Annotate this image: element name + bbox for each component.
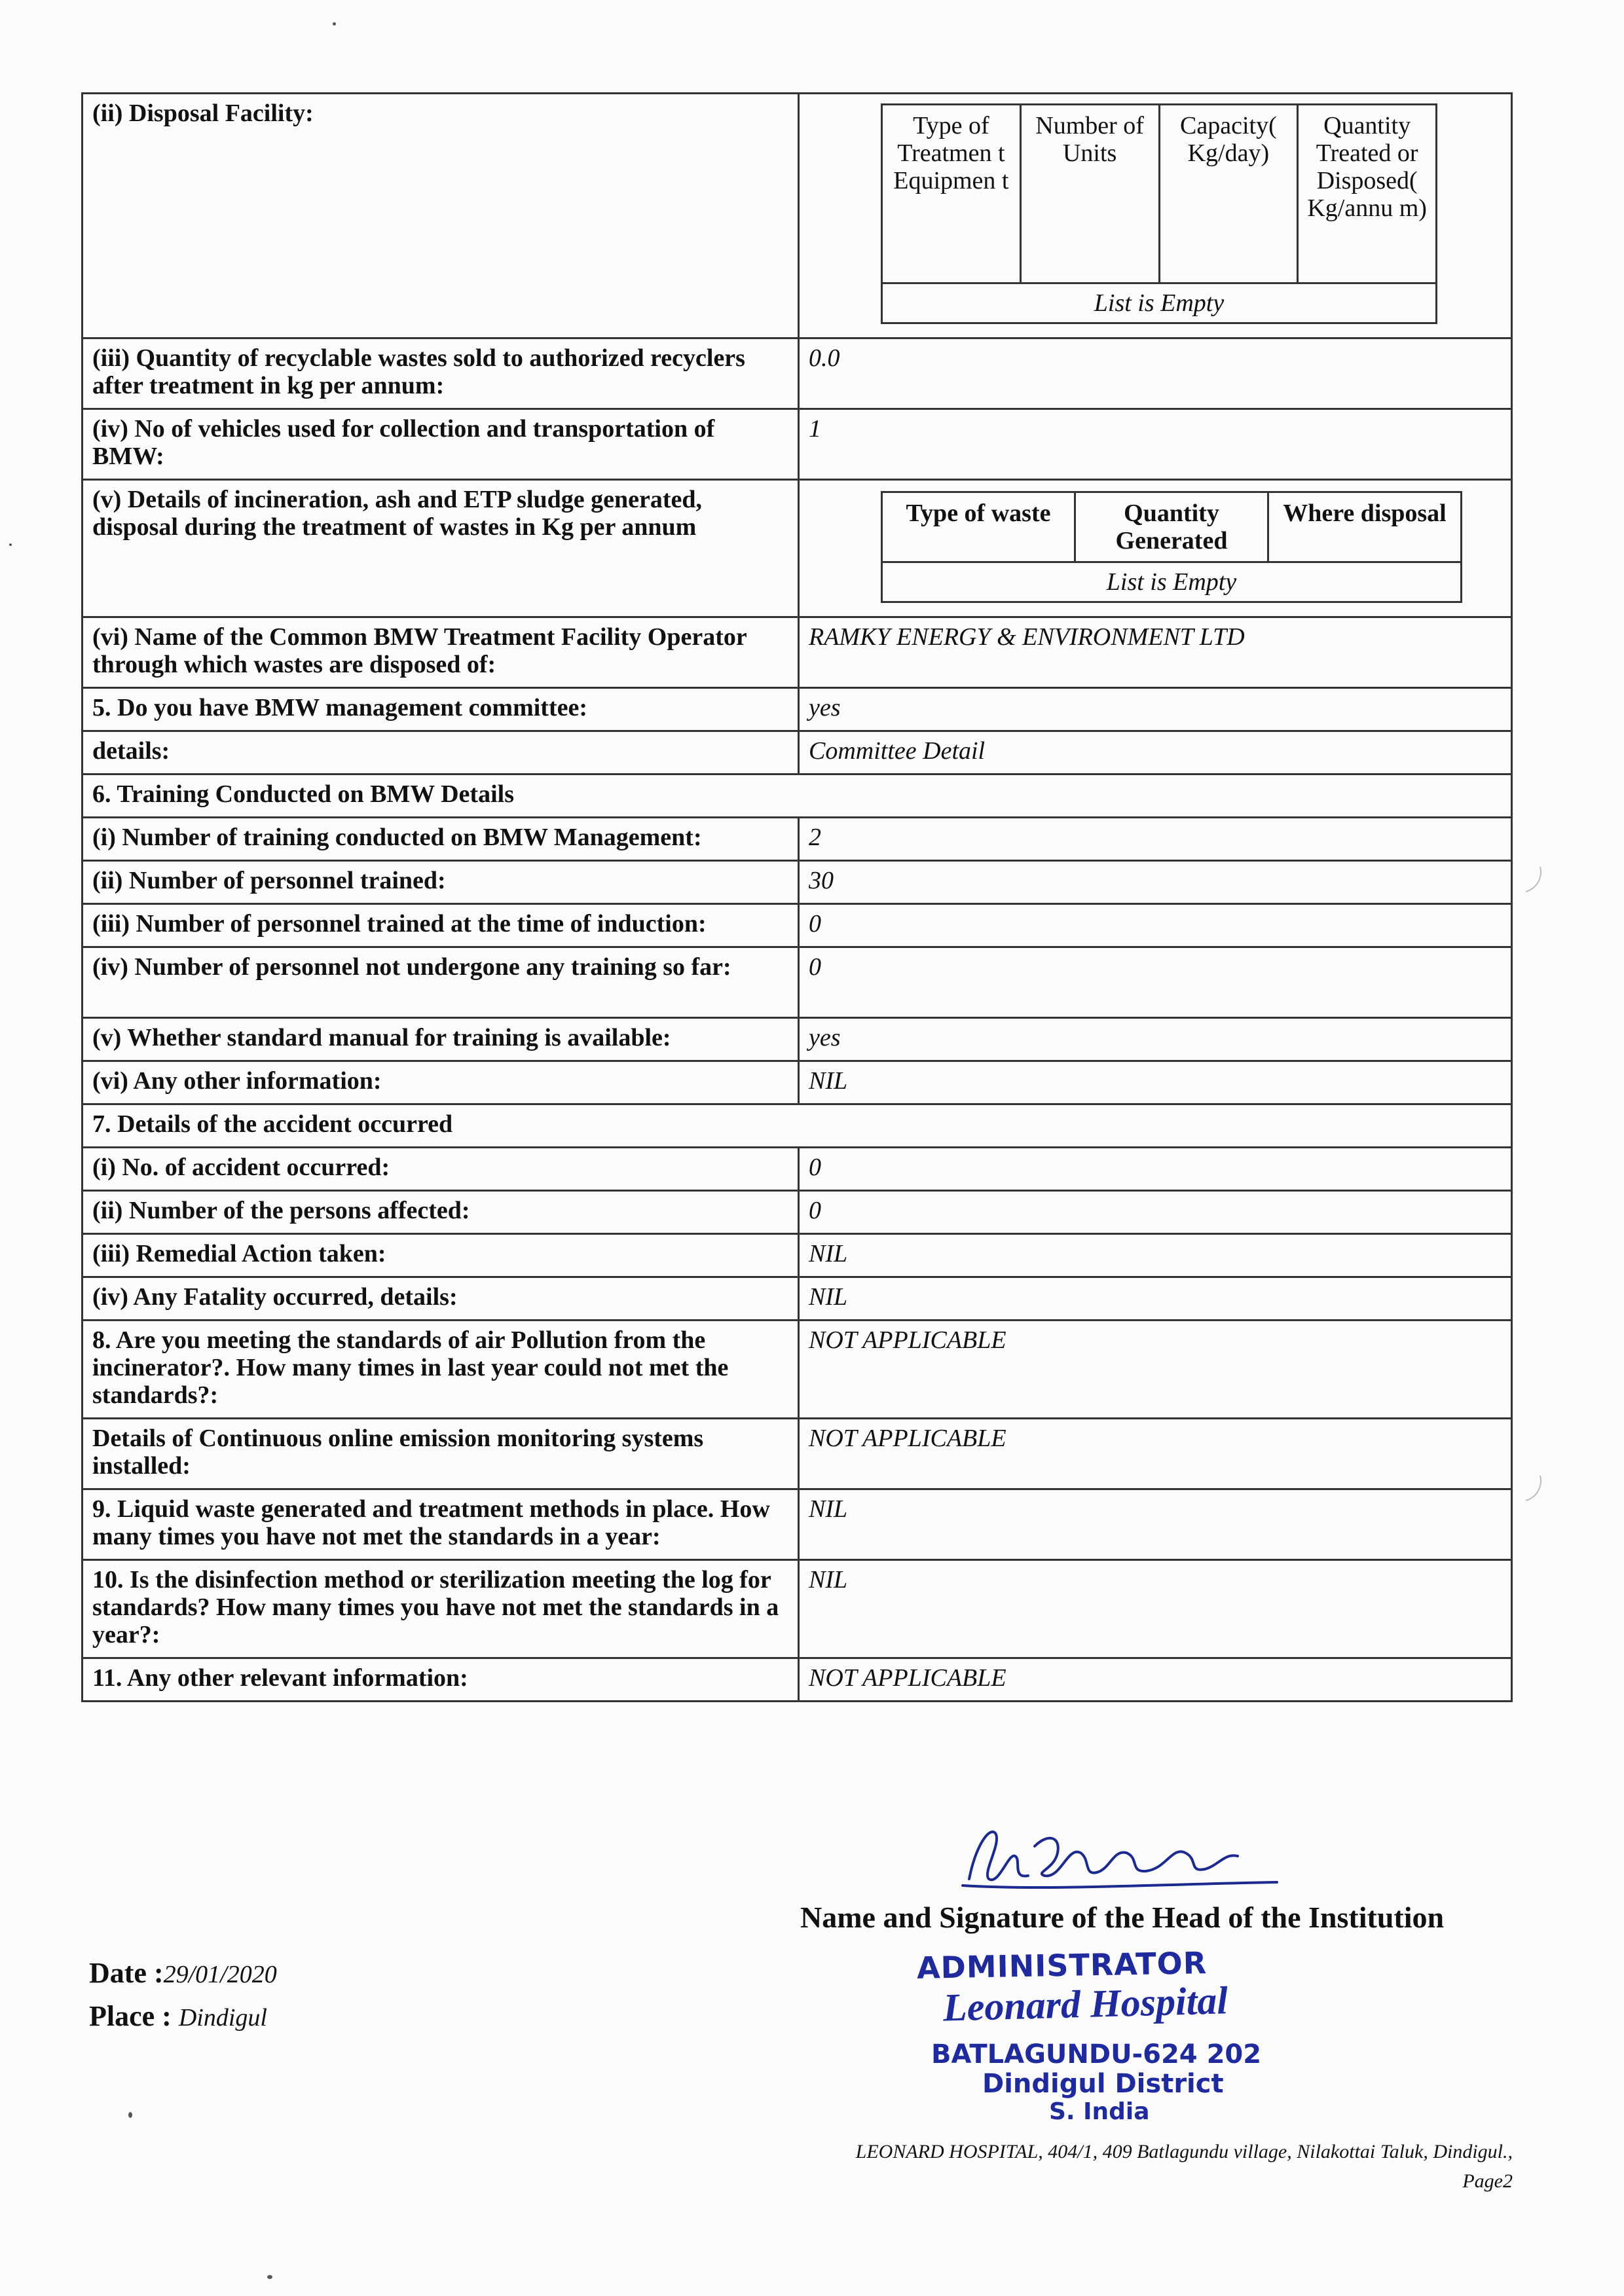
scan-speck bbox=[267, 2275, 272, 2279]
answer-cell: RAMKY ENERGY & ENVIRONMENT LTD bbox=[799, 617, 1512, 688]
answer-cell: NOT APPLICABLE bbox=[799, 1419, 1512, 1489]
page-number: Page2 bbox=[1462, 2170, 1513, 2192]
answer-cell: NIL bbox=[799, 1560, 1512, 1658]
question-cell: 11. Any other relevant information: bbox=[83, 1658, 799, 1702]
question-cell: (ii) Disposal Facility: bbox=[83, 94, 799, 338]
section-heading: 6. Training Conducted on BMW Details bbox=[83, 774, 1512, 818]
table-row bbox=[83, 1018, 1512, 1061]
answer-cell: 0.0 bbox=[799, 338, 1512, 409]
table-row bbox=[83, 1419, 1512, 1489]
answer-cell: NIL bbox=[799, 1234, 1512, 1277]
question-cell: (iv) Number of personnel not undergone any training so far: bbox=[83, 947, 799, 1018]
date-line bbox=[89, 1956, 277, 1990]
header-cell: Quantity Treated or Disposed( Kg/annu m) bbox=[1298, 105, 1437, 283]
answer-cell: yes bbox=[799, 688, 1512, 731]
inner-empty-row bbox=[882, 562, 1462, 602]
answer-cell: NIL bbox=[799, 1277, 1512, 1321]
date-value: 29/01/2020 bbox=[163, 1961, 277, 1988]
table-row bbox=[83, 1234, 1512, 1277]
answer-cell: NIL bbox=[799, 1061, 1512, 1104]
inner-header-row bbox=[882, 105, 1437, 283]
answer-cell: 0 bbox=[799, 1191, 1512, 1234]
incineration-table bbox=[881, 491, 1462, 603]
table-row bbox=[83, 338, 1512, 409]
answer-cell: 0 bbox=[799, 1148, 1512, 1191]
answer-cell: NIL bbox=[799, 1489, 1512, 1560]
header-cell: Capacity( Kg/day) bbox=[1159, 105, 1298, 283]
table-row bbox=[83, 1148, 1512, 1191]
question-cell: 9. Liquid waste generated and treatment methods in place. How many times you have not met the standards in a year: bbox=[83, 1489, 799, 1560]
question-cell: 5. Do you have BMW management committee: bbox=[83, 688, 799, 731]
table-row bbox=[83, 1191, 1512, 1234]
header-cell: Type of waste bbox=[882, 492, 1075, 562]
section-heading: 7. Details of the accident occurred bbox=[83, 1104, 1512, 1148]
answer-cell: 30 bbox=[799, 861, 1512, 904]
inner-header-row bbox=[882, 492, 1462, 562]
disposal-facility-table bbox=[881, 103, 1437, 324]
question-cell: (ii) Number of personnel trained: bbox=[83, 861, 799, 904]
question-cell: (v) Details of incineration, ash and ETP sludge generated, disposal during the treatment of wastes in Kg per annum bbox=[83, 480, 799, 617]
question-cell: (i) No. of accident occurred: bbox=[83, 1148, 799, 1191]
section-row bbox=[83, 1104, 1512, 1148]
table-row bbox=[83, 1321, 1512, 1419]
table-row bbox=[83, 904, 1512, 947]
stamp-line: BATLAGUNDU-624 202 bbox=[931, 2039, 1262, 2069]
table-row bbox=[83, 1061, 1512, 1104]
table-row bbox=[83, 1489, 1512, 1560]
answer-cell: 1 bbox=[799, 409, 1512, 480]
answer-cell: 2 bbox=[799, 818, 1512, 861]
empty-list-text: List is Empty bbox=[882, 283, 1437, 323]
question-cell: (iv) No of vehicles used for collection and transportation of BMW: bbox=[83, 409, 799, 480]
table-row bbox=[83, 1560, 1512, 1658]
table-row bbox=[83, 861, 1512, 904]
committee-detail-link[interactable]: Committee Detail bbox=[799, 731, 1512, 774]
header-cell: Quantity Generated bbox=[1075, 492, 1268, 562]
table-row bbox=[83, 409, 1512, 480]
question-cell: 8. Are you meeting the standards of air Pollution from the incinerator?. How many times in last year could not met the standards?: bbox=[83, 1321, 799, 1419]
empty-list-text: List is Empty bbox=[882, 562, 1462, 602]
question-cell: (v) Whether standard manual for training is available: bbox=[83, 1018, 799, 1061]
question-cell: (iii) Quantity of recyclable wastes sold to authorized recyclers after treatment in kg per annum: bbox=[83, 338, 799, 409]
signature-heading: Name and Signature of the Head of the Institution bbox=[800, 1901, 1445, 1934]
place-line bbox=[89, 1999, 267, 2033]
inner-empty-row bbox=[882, 283, 1437, 323]
table-row bbox=[83, 480, 1512, 617]
table-row bbox=[83, 1277, 1512, 1321]
stamp-line: S. India bbox=[1049, 2098, 1150, 2125]
table-row bbox=[83, 1658, 1512, 1702]
question-cell: Details of Continuous online emission monitoring systems installed: bbox=[83, 1419, 799, 1489]
answer-cell: yes bbox=[799, 1018, 1512, 1061]
table-row bbox=[83, 94, 1512, 338]
table-row bbox=[83, 818, 1512, 861]
scan-speck bbox=[333, 22, 336, 26]
footer-address: LEONARD HOSPITAL, 404/1, 409 Batlagundu village, Nilakottai Taluk, Dindigul., bbox=[855, 2141, 1513, 2162]
question-cell: (ii) Number of the persons affected: bbox=[83, 1191, 799, 1234]
date-label: Date : bbox=[89, 1957, 164, 1989]
handwritten-signature bbox=[950, 1807, 1290, 1905]
question-cell: (iv) Any Fatality occurred, details: bbox=[83, 1277, 799, 1321]
institution-stamp bbox=[877, 1945, 1310, 2138]
answer-cell bbox=[799, 94, 1512, 338]
question-cell: (vi) Name of the Common BMW Treatment Facility Operator through which wastes are disposed of: bbox=[83, 617, 799, 688]
table-row bbox=[83, 688, 1512, 731]
scan-speck bbox=[9, 543, 12, 546]
answer-cell: NOT APPLICABLE bbox=[799, 1321, 1512, 1419]
place-label: Place : bbox=[89, 2000, 172, 2032]
question-cell: (iii) Remedial Action taken: bbox=[83, 1234, 799, 1277]
bmw-report-table bbox=[81, 92, 1513, 1702]
answer-cell bbox=[799, 480, 1512, 617]
stamp-line: Leonard Hospital bbox=[942, 1978, 1228, 2030]
stamp-line: Dindigul District bbox=[982, 2069, 1224, 2099]
header-cell: Type of Treatmen t Equipmen t bbox=[882, 105, 1021, 283]
answer-cell: NOT APPLICABLE bbox=[799, 1658, 1512, 1702]
answer-cell: 0 bbox=[799, 947, 1512, 1018]
section-row bbox=[83, 774, 1512, 818]
header-cell: Where disposal bbox=[1268, 492, 1462, 562]
scan-speck bbox=[128, 2112, 132, 2118]
question-cell: (vi) Any other information: bbox=[83, 1061, 799, 1104]
stamp-line: ADMINISTRATOR bbox=[916, 1945, 1208, 1986]
table-row bbox=[83, 947, 1512, 1018]
place-value: Dindigul bbox=[178, 2004, 267, 2032]
table-row bbox=[83, 731, 1512, 774]
table-row bbox=[83, 617, 1512, 688]
question-cell: 10. Is the disinfection method or sterilization meeting the log for standards? How many times you have not met the standards in a year?: bbox=[83, 1560, 799, 1658]
question-cell: (i) Number of training conducted on BMW Management: bbox=[83, 818, 799, 861]
question-cell: details: bbox=[83, 731, 799, 774]
answer-cell: 0 bbox=[799, 904, 1512, 947]
header-cell: Number of Units bbox=[1020, 105, 1159, 283]
question-cell: (iii) Number of personnel trained at the time of induction: bbox=[83, 904, 799, 947]
